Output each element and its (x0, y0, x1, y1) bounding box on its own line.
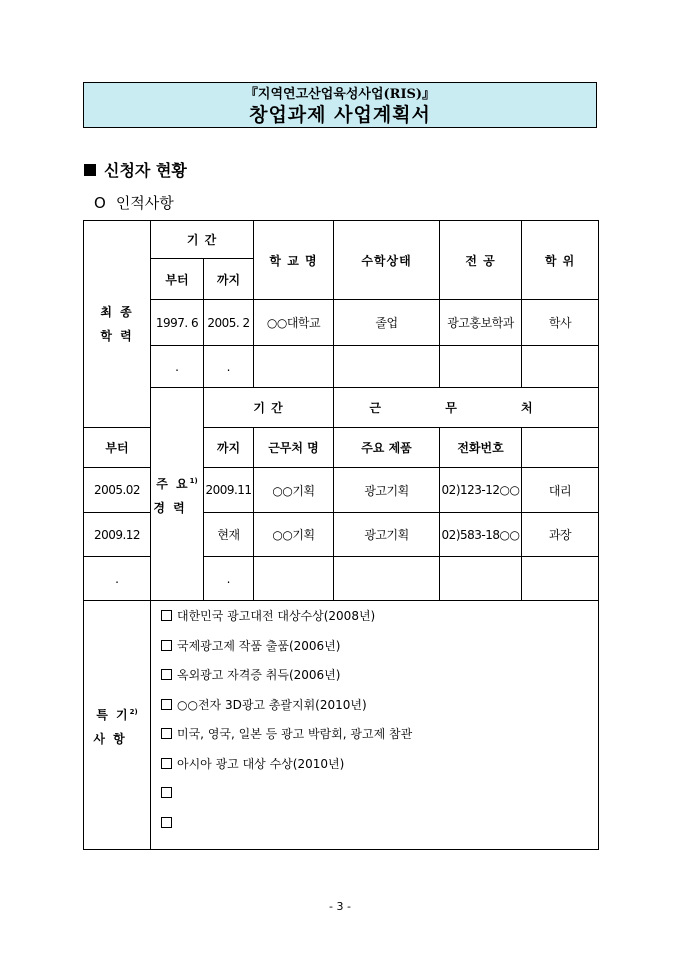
education-section-label: 최 종 학 력 (84, 221, 151, 428)
workplace-name-cell: ○○기획 (254, 468, 334, 513)
subsection-label: 인적사항 (115, 194, 174, 212)
section-heading-label: 신청자 현황 (104, 161, 187, 180)
workplace-name-header: 근무처 명 (254, 428, 334, 468)
checkbox-icon (161, 669, 172, 680)
degree-cell: 학사 (522, 300, 599, 346)
major-cell (440, 346, 522, 388)
education-to-cell: . (204, 346, 254, 388)
major-cell: 광고홍보학과 (440, 300, 522, 346)
school-name-cell: ○○대학교 (254, 300, 334, 346)
main-product-cell: 광고기획 (334, 513, 440, 557)
remarks-row (84, 601, 599, 850)
career-to-cell: . (204, 557, 254, 601)
phone-cell: 02)583-18○○ (440, 513, 522, 557)
degree-cell (522, 346, 599, 388)
list-item: 대한민국 광고대전 대상수상(2008년) (161, 607, 598, 637)
duty-cell: 과장 (522, 513, 599, 557)
duty-cell: 대리 (522, 468, 599, 513)
subsection-heading (94, 192, 174, 213)
phone-cell (440, 557, 522, 601)
career-to-header: 까지 (204, 428, 254, 468)
education-header-row-1 (84, 221, 599, 259)
degree-header: 학 위 (522, 221, 599, 300)
black-square-bullet-icon (84, 164, 96, 176)
education-period-header: 기 간 (151, 221, 254, 259)
career-period-header: 기 간 (204, 388, 334, 428)
career-from-cell: 2009.12 (84, 513, 151, 557)
phone-header: 전화번호 (440, 428, 522, 468)
duty-cell (522, 557, 599, 601)
list-item: 아시아 광고 대상 수상(2010년) (161, 755, 598, 785)
career-from-header: 부터 (84, 428, 151, 468)
education-from-cell: . (151, 346, 204, 388)
career-to-cell: 2009.11 (204, 468, 254, 513)
checkbox-icon (161, 758, 172, 769)
section-heading (84, 158, 187, 181)
list-item: 미국, 영국, 일본 등 광고 박람회, 광고제 참관 (161, 725, 598, 755)
checkbox-icon (161, 640, 172, 651)
list-item (161, 814, 598, 844)
phone-cell: 02)123-12○○ (440, 468, 522, 513)
workplace-name-cell: ○○기획 (254, 513, 334, 557)
career-from-cell: 2005.02 (84, 468, 151, 513)
checkbox-icon (161, 699, 172, 710)
document-title-box (83, 82, 597, 128)
education-from-cell: 1997. 6 (151, 300, 204, 346)
study-status-cell (334, 346, 440, 388)
list-item: 국제광고제 작품 출품(2006년) (161, 637, 598, 667)
career-from-cell: . (84, 557, 151, 601)
checkbox-icon (161, 817, 172, 828)
checkbox-icon (161, 728, 172, 739)
circle-bullet-icon: O (94, 194, 106, 212)
study-status-header: 수학상태 (334, 221, 440, 300)
career-header-row-1 (84, 388, 599, 428)
title-program-name: 『지역연고산업육성사업(RIS)』 (244, 87, 436, 102)
remarks-section-label: 특 기$^{2)}$ 사 항 (84, 601, 151, 850)
checkbox-icon (161, 787, 172, 798)
checkbox-icon (161, 610, 172, 621)
table-row (84, 346, 599, 388)
education-from-header: 부터 (151, 259, 204, 300)
personal-info-table (83, 220, 599, 850)
study-status-cell: 졸업 (334, 300, 440, 346)
main-product-cell (334, 557, 440, 601)
remarks-list (151, 601, 599, 850)
main-product-cell: 광고기획 (334, 468, 440, 513)
school-name-header: 학 교 명 (254, 221, 334, 300)
major-header: 전 공 (440, 221, 522, 300)
list-item (161, 784, 598, 814)
page-number: - 3 - (329, 900, 351, 913)
career-to-cell: 현재 (204, 513, 254, 557)
education-to-header: 까지 (204, 259, 254, 300)
workplace-header: 근 무 처 (334, 388, 599, 428)
education-to-cell: 2005. 2 (204, 300, 254, 346)
list-item: 옥외광고 자격증 취득(2006년) (161, 666, 598, 696)
title-document-name: 창업과제 사업계획서 (249, 104, 431, 126)
list-item: ○○전자 3D광고 총괄지휘(2010년) (161, 696, 598, 726)
workplace-name-cell (254, 557, 334, 601)
table-row (84, 300, 599, 346)
school-name-cell (254, 346, 334, 388)
main-product-header: 주요 제품 (334, 428, 440, 468)
career-section-label: 주 요$^{1)}$ 경 력 (151, 388, 204, 601)
